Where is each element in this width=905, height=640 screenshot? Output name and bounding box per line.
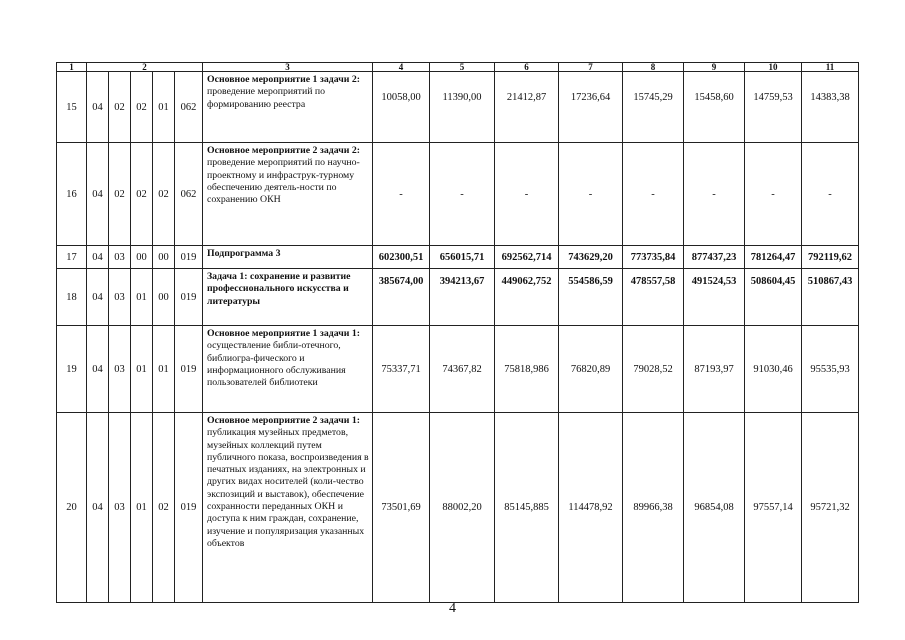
- value-cell: -: [559, 143, 623, 246]
- code-cell: 04: [87, 326, 109, 413]
- row-number: 17: [57, 246, 87, 269]
- code-cell: 04: [87, 72, 109, 143]
- code-cell: 062: [175, 143, 203, 246]
- value-cell: -: [495, 143, 559, 246]
- code-cell: 02: [109, 143, 131, 246]
- header-cell: 5: [430, 63, 495, 72]
- header-cell: 6: [495, 63, 559, 72]
- table-row: [57, 72, 859, 143]
- code-cell: 019: [175, 269, 203, 326]
- value-cell: 385674,00: [373, 269, 430, 326]
- value-cell: 11390,00: [430, 72, 495, 143]
- value-cell: 781264,47: [745, 246, 802, 269]
- value-cell: 656015,71: [430, 246, 495, 269]
- header-cell: 10: [745, 63, 802, 72]
- code-cell: 02: [153, 143, 175, 246]
- value-cell: 91030,46: [745, 326, 802, 413]
- value-cell: -: [684, 143, 745, 246]
- code-cell: 02: [153, 413, 175, 603]
- value-cell: 95535,93: [802, 326, 859, 413]
- value-cell: 74367,82: [430, 326, 495, 413]
- code-cell: 02: [131, 143, 153, 246]
- value-cell: -: [745, 143, 802, 246]
- value-cell: 10058,00: [373, 72, 430, 143]
- value-cell: -: [373, 143, 430, 246]
- description-text: осуществление библи-отечного, библиогра-фического и информационного обслуживания пользователей библиотеки: [207, 340, 346, 389]
- code-cell: 00: [153, 269, 175, 326]
- value-cell: 773735,84: [623, 246, 684, 269]
- value-cell: 508604,45: [745, 269, 802, 326]
- row-number: 16: [57, 143, 87, 246]
- table-row: [57, 326, 859, 413]
- header-cell: 2: [87, 63, 203, 72]
- value-cell: 21412,87: [495, 72, 559, 143]
- header-cell: 7: [559, 63, 623, 72]
- code-cell: 04: [87, 246, 109, 269]
- value-cell: -: [430, 143, 495, 246]
- description-cell: [203, 326, 373, 413]
- description-cell: [203, 143, 373, 246]
- table-row: [57, 413, 859, 603]
- value-cell: 95721,32: [802, 413, 859, 603]
- budget-table: [56, 62, 859, 603]
- value-cell: 602300,51: [373, 246, 430, 269]
- page-number: 4: [449, 601, 456, 616]
- table-row: [57, 269, 859, 326]
- header-cell: 4: [373, 63, 430, 72]
- code-cell: 03: [109, 269, 131, 326]
- description-text: проведение мероприятий по формированию реестра: [207, 86, 326, 110]
- value-cell: 478557,58: [623, 269, 684, 326]
- value-cell: 75337,71: [373, 326, 430, 413]
- value-cell: -: [802, 143, 859, 246]
- value-cell: 17236,64: [559, 72, 623, 143]
- code-cell: 01: [153, 326, 175, 413]
- description-cell: [203, 246, 373, 269]
- code-cell: 019: [175, 326, 203, 413]
- value-cell: 877437,23: [684, 246, 745, 269]
- code-cell: 03: [109, 326, 131, 413]
- row-number: 18: [57, 269, 87, 326]
- value-cell: 96854,08: [684, 413, 745, 603]
- description-lead: Задача 1: сохранение и развитие профессионального искусства и литературы: [207, 271, 351, 307]
- code-cell: 01: [153, 72, 175, 143]
- value-cell: 87193,97: [684, 326, 745, 413]
- value-cell: 15745,29: [623, 72, 684, 143]
- value-cell: 14759,53: [745, 72, 802, 143]
- header-cell: 3: [203, 63, 373, 72]
- header-cell: 9: [684, 63, 745, 72]
- code-cell: 019: [175, 413, 203, 603]
- value-cell: 743629,20: [559, 246, 623, 269]
- code-cell: 03: [109, 413, 131, 603]
- code-cell: 01: [131, 413, 153, 603]
- value-cell: -: [623, 143, 684, 246]
- code-cell: 02: [109, 72, 131, 143]
- header-cell: 1: [57, 63, 87, 72]
- value-cell: 88002,20: [430, 413, 495, 603]
- value-cell: 85145,885: [495, 413, 559, 603]
- description-text: публикация музейных предметов, музейных коллекций путем публичного показа, воспроизведения в печатных изданиях, на электронных и других видах носителей (коли-чество экспозиций и выставок), обеспечение сохранности переданных ОКН и доступа к ним граждан, сохранение, изучение и популяризация указанных объектов: [207, 427, 369, 549]
- value-cell: 692562,714: [495, 246, 559, 269]
- row-number: 15: [57, 72, 87, 143]
- row-number: 19: [57, 326, 87, 413]
- table-row: [57, 246, 859, 269]
- value-cell: 491524,53: [684, 269, 745, 326]
- value-cell: 75818,986: [495, 326, 559, 413]
- value-cell: 73501,69: [373, 413, 430, 603]
- description-lead: Основное мероприятие 1 задачи 1:: [207, 328, 360, 339]
- value-cell: 79028,52: [623, 326, 684, 413]
- value-cell: 15458,60: [684, 72, 745, 143]
- code-cell: 03: [109, 246, 131, 269]
- description-lead: Основное мероприятие 2 задачи 1:: [207, 415, 360, 426]
- description-cell: [203, 269, 373, 326]
- code-cell: 062: [175, 72, 203, 143]
- code-cell: 04: [87, 143, 109, 246]
- code-cell: 01: [131, 326, 153, 413]
- value-cell: 554586,59: [559, 269, 623, 326]
- value-cell: 114478,92: [559, 413, 623, 603]
- header-cell: 8: [623, 63, 684, 72]
- description-lead: Основное мероприятие 2 задачи 2:: [207, 145, 360, 156]
- description-cell: [203, 413, 373, 603]
- header-cell: 11: [802, 63, 859, 72]
- description-text: проведение мероприятий по научно-проектному и инфраструк-турному обеспечению деятель-ности по сохранению ОКН: [207, 157, 360, 206]
- value-cell: 97557,14: [745, 413, 802, 603]
- value-cell: 449062,752: [495, 269, 559, 326]
- header-row: [57, 63, 859, 72]
- value-cell: 792119,62: [802, 246, 859, 269]
- value-cell: 510867,43: [802, 269, 859, 326]
- value-cell: 76820,89: [559, 326, 623, 413]
- value-cell: 394213,67: [430, 269, 495, 326]
- description-cell: [203, 72, 373, 143]
- code-cell: 019: [175, 246, 203, 269]
- value-cell: 14383,38: [802, 72, 859, 143]
- row-number: 20: [57, 413, 87, 603]
- description-lead: Основное мероприятие 1 задачи 2:: [207, 74, 360, 85]
- code-cell: 00: [131, 246, 153, 269]
- code-cell: 04: [87, 413, 109, 603]
- code-cell: 00: [153, 246, 175, 269]
- value-cell: 89966,38: [623, 413, 684, 603]
- description-lead: Подпрограмма 3: [207, 248, 281, 259]
- table-row: [57, 143, 859, 246]
- code-cell: 04: [87, 269, 109, 326]
- code-cell: 02: [131, 72, 153, 143]
- code-cell: 01: [131, 269, 153, 326]
